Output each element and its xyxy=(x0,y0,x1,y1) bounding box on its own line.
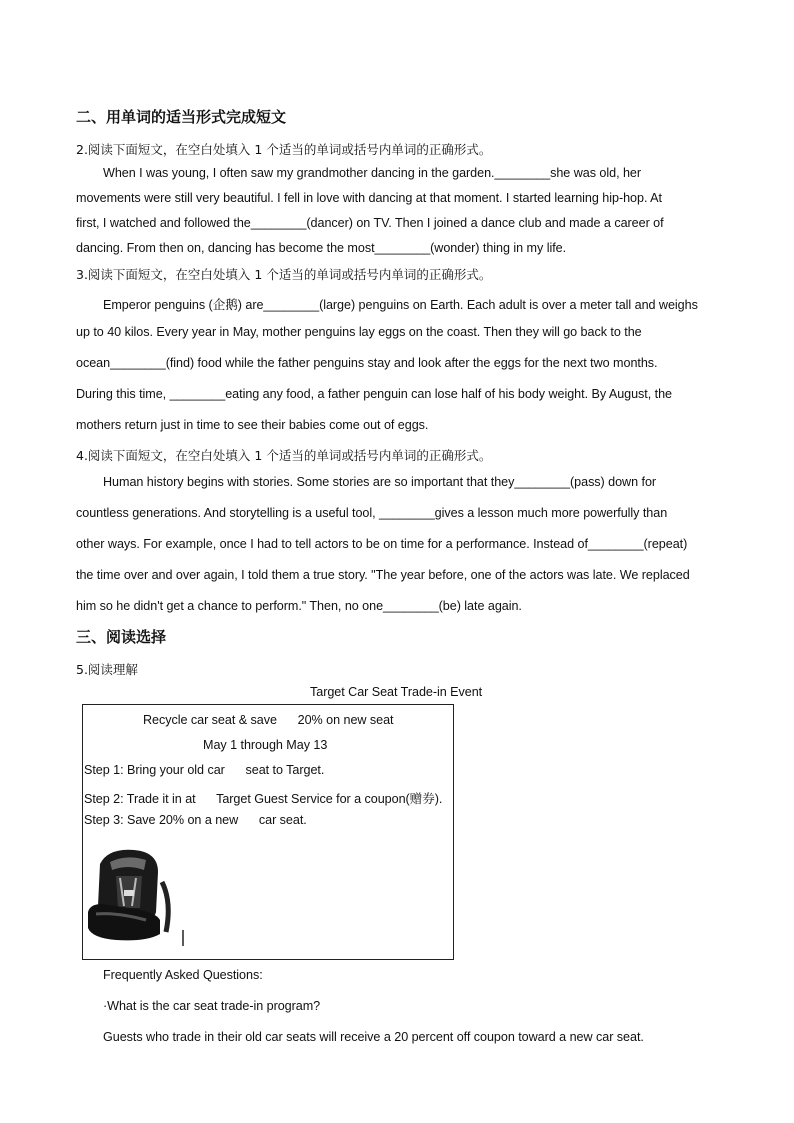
q2-line-3: first, I watched and followed the________(dancer) on TV. Then I joined a dance club and made a career of xyxy=(76,216,664,230)
q4-line-2: countless generations. And storytelling is a useful tool, ________gives a lesson much more powerfully than xyxy=(76,506,668,520)
question-2-instruction: 2.阅读下面短文，在空白处填入 1 个适当的单词或括号内单词的正确形式。 xyxy=(76,142,492,157)
q4-line-3: other ways. For example, once I had to tell actors to be on time for a performance. Instead of________(repeat) xyxy=(76,537,688,551)
q2-line-2: movements were still very beautiful. I fell in love with dancing at that moment. I started learning hip-hop. At xyxy=(76,191,662,205)
faq-answer: Guests who trade in their old car seats will receive a 20 percent off coupon toward a new car seat. xyxy=(103,1030,644,1044)
ad-step-1: Step 1: Bring your old car seat to Target. xyxy=(84,763,325,777)
question-3-instruction: 3.阅读下面短文，在空白处填入 1 个适当的单词或括号内单词的正确形式。 xyxy=(76,267,492,282)
faq-title: Frequently Asked Questions: xyxy=(103,968,263,982)
section-title-reading: 三、阅读选择 xyxy=(76,628,167,646)
q4-line-5: him so he didn't get a chance to perform." Then, no one________(be) late again. xyxy=(76,599,522,613)
car-seat-image xyxy=(86,842,186,948)
ad-title: Target Car Seat Trade-in Event xyxy=(310,685,483,699)
ad-step-3: Step 3: Save 20% on a new car seat. xyxy=(84,813,307,827)
ad-headline: Recycle car seat & save 20% on new seat xyxy=(143,713,394,727)
q3-line-1: Emperor penguins (企鹅) are________(large) penguins on Earth. Each adult is over a meter tall and weighs xyxy=(103,298,698,312)
question-4-instruction: 4.阅读下面短文，在空白处填入 1 个适当的单词或括号内单词的正确形式。 xyxy=(76,448,492,463)
q3-line-2: up to 40 kilos. Every year in May, mother penguins lay eggs on the coast. Then they will go back to the xyxy=(76,325,642,339)
q3-line-3: ocean________(find) food while the father penguins stay and look after the eggs for the next two months. xyxy=(76,356,658,370)
q4-line-1: Human history begins with stories. Some stories are so important that they________(pass) down for xyxy=(103,475,657,489)
q3-line-4: During this time, ________eating any food, a father penguin can lose half of his body weight. By August, the xyxy=(76,387,673,401)
q2-line-1: When I was young, I often saw my grandmother dancing in the garden.________she was old, her xyxy=(103,166,642,180)
question-5-label: 5.阅读理解 xyxy=(76,662,138,677)
section-title-cloze: 二、用单词的适当形式完成短文 xyxy=(76,108,287,126)
q2-line-4: dancing. From then on, dancing has become the most________(wonder) thing in my life. xyxy=(76,241,567,255)
ad-dates: May 1 through May 13 xyxy=(203,738,328,752)
q3-line-5: mothers return just in time to see their babies come out of eggs. xyxy=(76,418,429,432)
q4-line-4: the time over and over again, I told them a true story. "The year before, one of the actors was late. We replaced xyxy=(76,568,690,582)
ad-step-2: Step 2: Trade it in at Target Guest Service for a coupon(赠券). xyxy=(84,792,443,806)
faq-question: ·What is the car seat trade-in program? xyxy=(103,999,321,1013)
